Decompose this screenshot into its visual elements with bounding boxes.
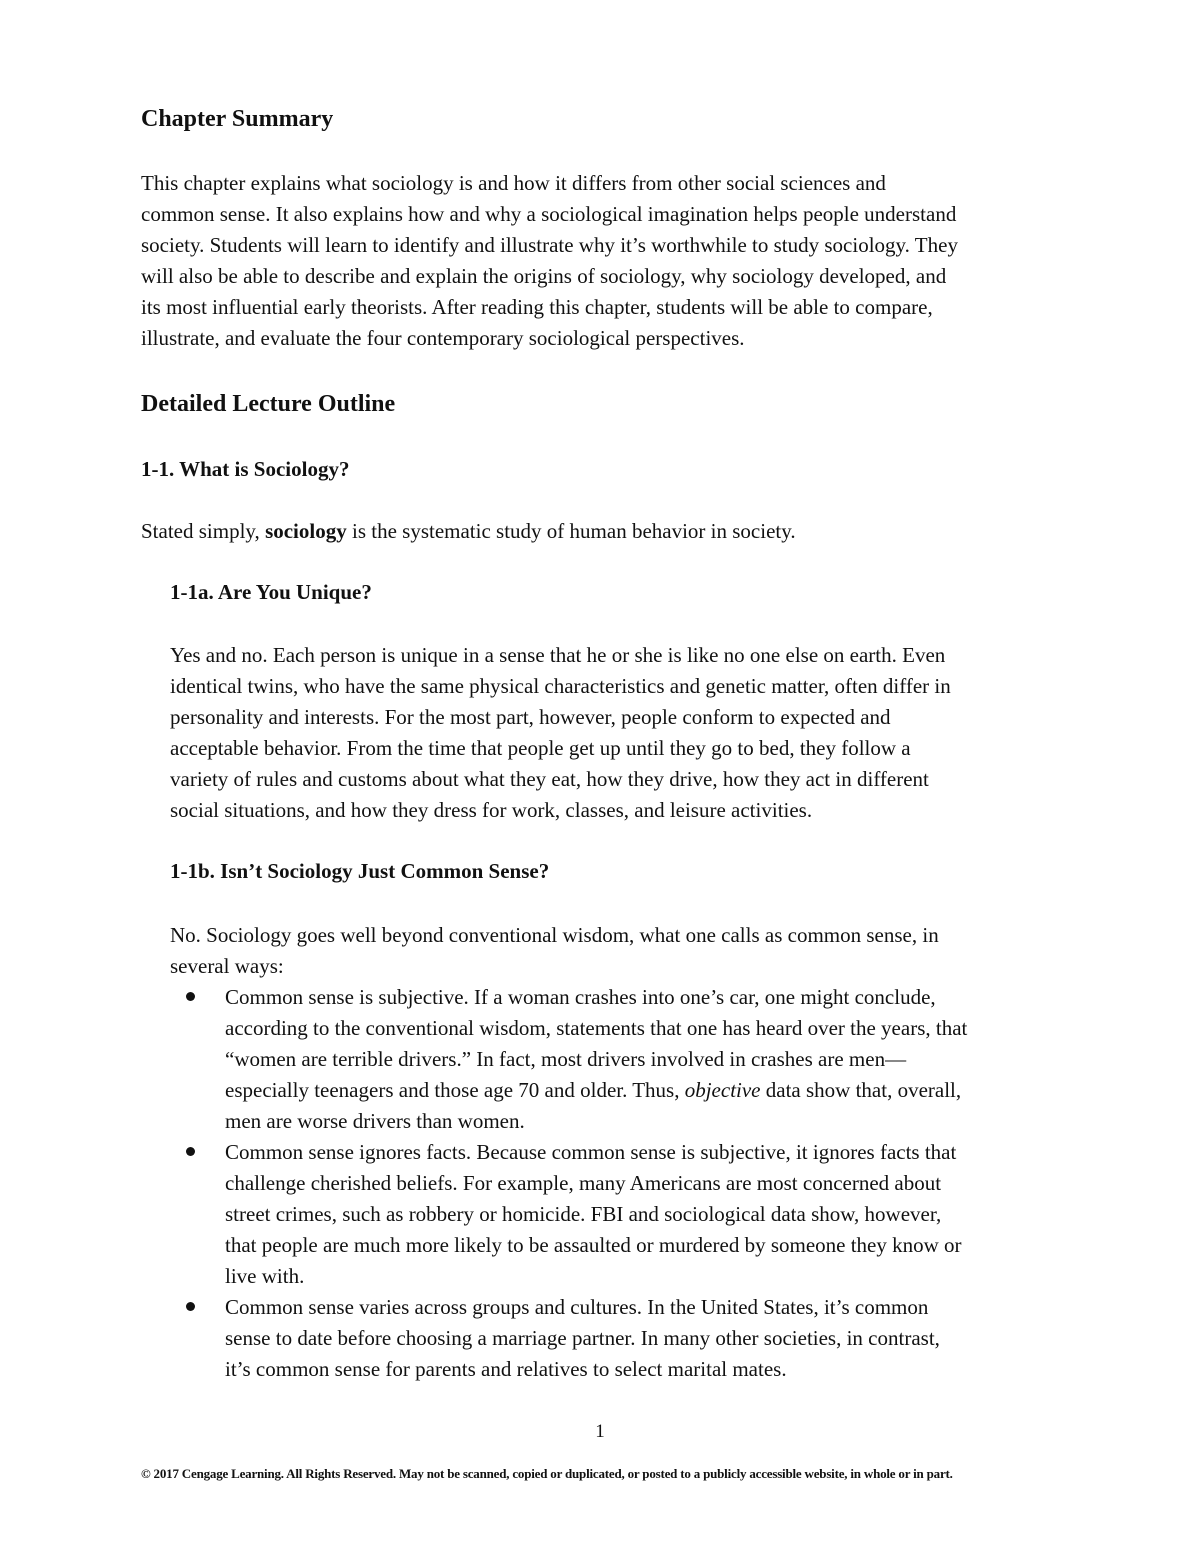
text-line: “women are terrible drivers.” In fact, most drivers involved in crashes are men— (225, 1047, 907, 1071)
list-item (170, 1292, 1070, 1385)
text-line: its most influential early theorists. After reading this chapter, students will be able to compare, (141, 295, 933, 319)
text-line: men are worse drivers than women. (225, 1109, 525, 1133)
text-line: No. Sociology goes well beyond conventional wisdom, what one calls as common sense, in (170, 923, 939, 947)
section-1-1a-heading: 1-1a. Are You Unique? (170, 580, 372, 604)
text-line: Common sense varies across groups and cultures. In the United States, it’s common (225, 1295, 929, 1319)
text-line: social situations, and how they dress for work, classes, and leisure activities. (170, 798, 813, 822)
list-item (170, 1137, 1070, 1292)
section-1-1b-intro (170, 920, 939, 982)
text-line: acceptable behavior. From the time that people get up until they go to bed, they follow a (170, 736, 911, 760)
text-line: it’s common sense for parents and relatives to select marital mates. (225, 1357, 787, 1381)
section-1-1-heading: 1-1. What is Sociology? (141, 457, 350, 481)
text-line: illustrate, and evaluate the four contemporary sociological perspectives. (141, 326, 745, 350)
text-line: will also be able to describe and explain the origins of sociology, why sociology developed, and (141, 264, 947, 288)
definition-suffix: is the systematic study of human behavior in society. (346, 519, 796, 543)
bullet-icon (186, 1147, 195, 1156)
text-line: society. Students will learn to identify and illustrate why it’s worthwhile to study sociology. They (141, 233, 958, 257)
chapter-summary-heading: Chapter Summary (141, 106, 334, 132)
lecture-outline-heading: Detailed Lecture Outline (141, 391, 396, 417)
text-line: This chapter explains what sociology is and how it differs from other social sciences and (141, 171, 886, 195)
page-number: 1 (595, 1421, 605, 1442)
text-line: common sense. It also explains how and why a sociological imagination helps people understand (141, 202, 957, 226)
bullet-icon (186, 992, 195, 1001)
text-line: street crimes, such as robbery or homicide. FBI and sociological data show, however, (225, 1202, 942, 1226)
text-line: identical twins, who have the same physical characteristics and genetic matter, often differ in (170, 674, 951, 698)
text-line: Common sense is subjective. If a woman crashes into one’s car, one might conclude, (225, 985, 936, 1009)
text-line: sense to date before choosing a marriage partner. In many other societies, in contrast, (225, 1326, 940, 1350)
text-line: several ways: (170, 954, 284, 978)
text-line: according to the conventional wisdom, statements that one has heard over the years, that (225, 1016, 968, 1040)
text-line: Yes and no. Each person is unique in a sense that he or she is like no one else on earth. Even (170, 643, 946, 667)
text-segment: data show that, overall, (760, 1078, 962, 1102)
text-line: live with. (225, 1264, 305, 1288)
list-item (170, 982, 1070, 1137)
section-1-1a-paragraph (170, 640, 951, 826)
text-line: Common sense ignores facts. Because common sense is subjective, it ignores facts that (225, 1140, 957, 1164)
common-sense-bullet-list (170, 982, 1070, 1385)
definition-term: sociology (265, 519, 347, 543)
bullet-icon (186, 1302, 195, 1311)
sociology-definition (141, 516, 796, 547)
text-line: that people are much more likely to be assaulted or murdered by someone they know or (225, 1233, 962, 1257)
definition-prefix: Stated simply, (141, 519, 266, 543)
text-line: variety of rules and customs about what they eat, how they drive, how they act in different (170, 767, 929, 791)
copyright-footer: © 2017 Cengage Learning. All Rights Reserved. May not be scanned, copied or duplicated, or posted to a publicly accessible website, in whole or in part. (141, 1466, 953, 1481)
text-line: challenge cherished beliefs. For example, many Americans are most concerned about (225, 1171, 942, 1195)
emphasis-objective: objective (684, 1078, 761, 1102)
text-line: personality and interests. For the most part, however, people conform to expected and (170, 705, 891, 729)
section-1-1b-heading: 1-1b. Isn’t Sociology Just Common Sense? (170, 859, 550, 883)
text-segment: especially teenagers and those age 70 and older. Thus, (225, 1078, 685, 1102)
chapter-summary-paragraph (141, 168, 958, 354)
